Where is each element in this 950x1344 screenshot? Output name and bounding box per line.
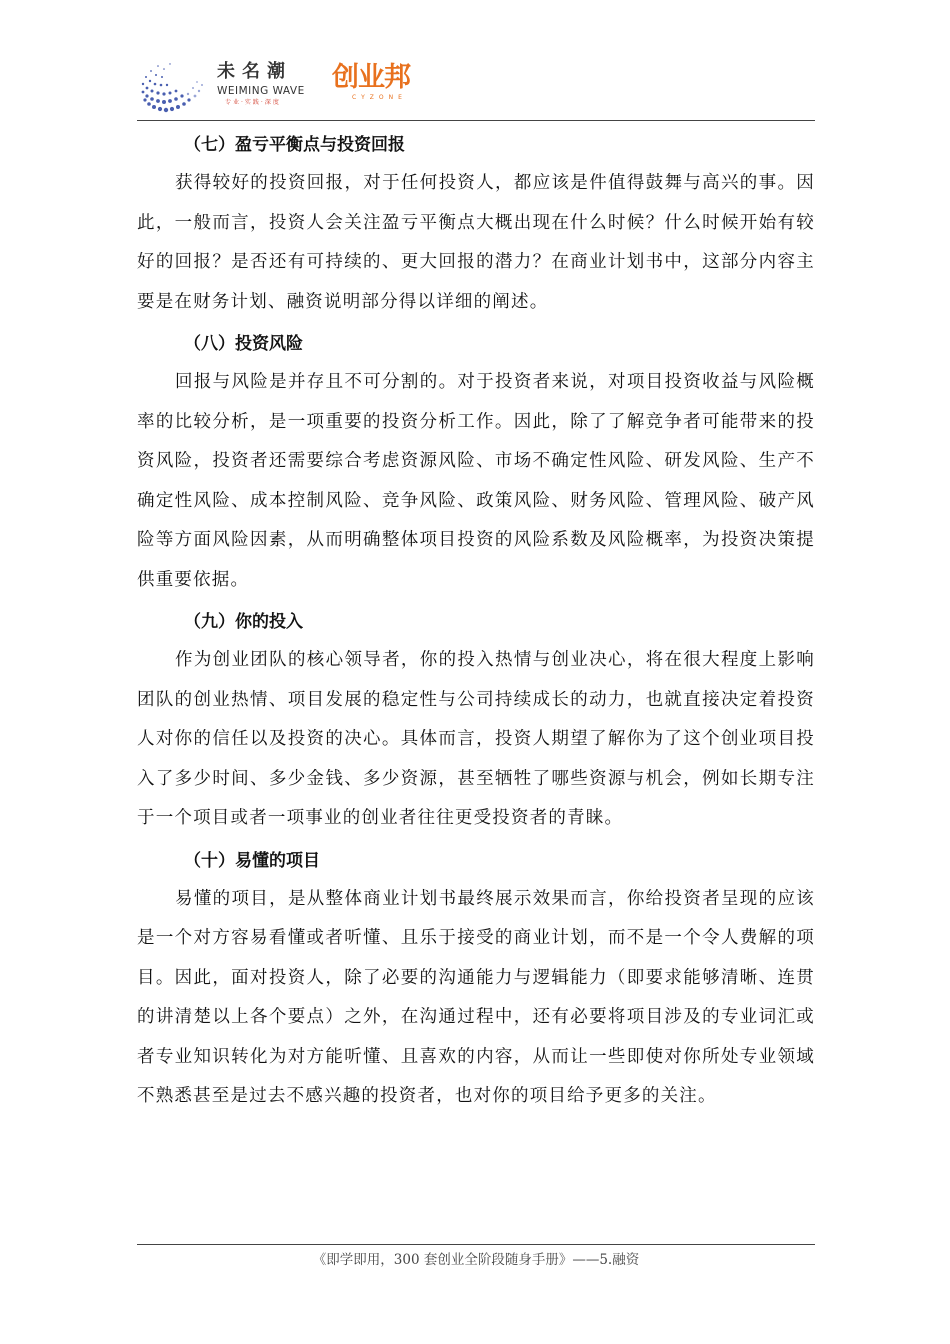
footer-divider (137, 1244, 815, 1245)
partner-name-en: CYZONE (352, 94, 407, 101)
section-paragraph: 作为创业团队的核心领导者，你的投入热情与创业决心，将在很大程度上影响团队的创业热情、项目发展的稳定性与公司持续成长的动力，也就直接决定着投资人对你的信任以及投资的决心。具体而言，投资人期望了解你为了这个创业项目投入了多少时间、多少金钱、多少资源，甚至牺牲了哪些资源与机会，例如长期专注于一个项目或者一项事业的创业者往往更受投资者的青睐。 (137, 650, 815, 828)
page-footer: 《即学即用，300 套创业全阶段随身手册》——5.融资 (312, 1252, 640, 1268)
section-paragraph: 易懂的项目，是从整体商业计划书最终展示效果而言，你给投资者呈现的应该是一个对方容易看懂或者听懂、且乐于接受的商业计划，而不是一个令人费解的项目。因此，面对投资人，除了必要的沟通能力与逻辑能力（即要求能够清晰、连贯的讲清楚以上各个要点）之外，在沟通过程中，还有必要将项目涉及的专业词汇或者专业知识转化为对方能听懂、且喜欢的内容，从而让一些即使对你所处专业领域不熟悉甚至是过去不感兴趣的投资者，也对你的项目给予更多的关注。 (137, 888, 815, 1106)
brand-tagline: 专业·实践·深度 (225, 99, 281, 106)
brand-name-cn: 未名潮 (217, 61, 292, 82)
section-paragraph: 回报与风险是并存且不可分割的。对于投资者来说，对项目投资收益与风险概率的比较分析，是一项重要的投资分析工作。因此，除了了解竞争者可能带来的投资风险，投资者还需要综合考虑资源风险、市场不确定性风险、研发风险、生产不确定性风险、成本控制风险、竞争风险、政策风险、财务风险、管理风险、破产风险等方面风险因素，从而明确整体项目投资的风险系数及风险概率，为投资决策提供重要依据。 (137, 372, 815, 590)
section-heading: （九）你的投入 (184, 612, 303, 632)
section-heading: （十）易懂的项目 (184, 850, 320, 871)
document-body (137, 126, 815, 1117)
partner-logo (332, 62, 410, 102)
header-divider (137, 120, 815, 121)
weiming-wave-logo-icon (137, 56, 209, 116)
section-paragraph: 获得较好的投资回报，对于任何投资人，都应该是件值得鼓舞与高兴的事。因此，一般而言，投资人会关注盈亏平衡点大概出现在什么时候？什么时候开始有较好的回报？是否还有可持续的、更大回报的潜力？在商业计划书中，这部分内容主要是在财务计划、融资说明部分得以详细的阐述。 (137, 173, 815, 312)
partner-name-cn: 创业邦 (332, 62, 410, 93)
page-header (137, 50, 817, 120)
brand-name-en: WEIMING WAVE (217, 85, 305, 97)
section-heading: （七）盈亏平衡点与投资回报 (184, 135, 405, 155)
brand-block (217, 62, 305, 108)
section-heading: （八）投资风险 (184, 334, 303, 354)
